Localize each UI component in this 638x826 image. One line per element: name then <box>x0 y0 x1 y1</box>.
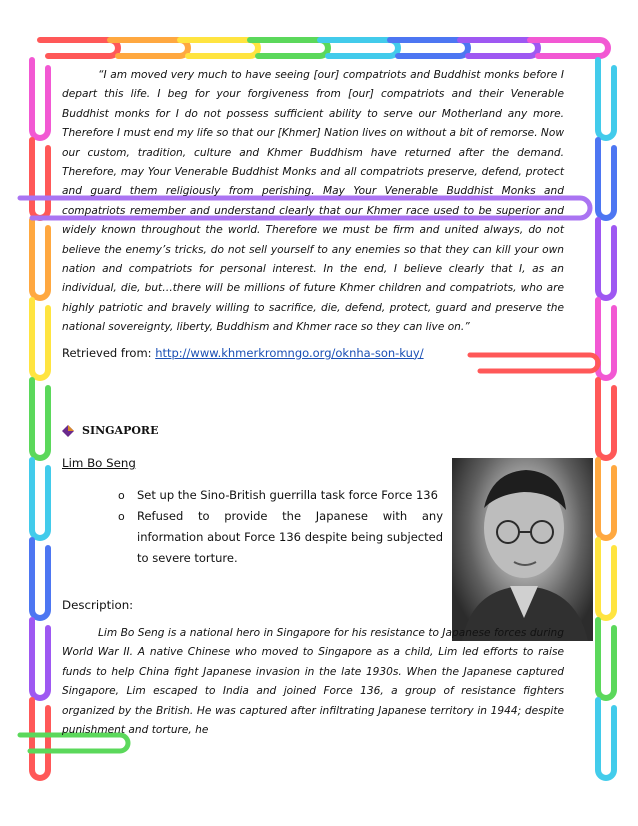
retrieved-line <box>62 346 564 360</box>
person-name: Lim Bo Seng <box>62 456 136 470</box>
quote-paragraph <box>62 66 564 338</box>
portrait-illustration <box>452 458 593 641</box>
retrieved-label: Retrieved from: <box>62 345 156 360</box>
description-label: Description: <box>62 598 134 612</box>
description-paragraph <box>62 624 564 740</box>
source-link[interactable]: http://www.khmerkromngo.org/oknha-son-kuy/ <box>155 345 424 360</box>
section-title: SINGAPORE <box>82 424 159 437</box>
portrait-photo <box>452 458 593 641</box>
section-heading <box>62 424 158 437</box>
achievement-list <box>118 485 443 569</box>
description-text: Lim Bo Seng is a national hero in Singapore for his resistance to Japanese forces during World War II. A native Chinese who moved to Singapore as a child, Lim led efforts to raise funds to help China fight Japanese invasion in the late 1930s. When the Japanese captured Singapore, Lim escaped to India and joined Force 136, a group of resistance fighters organized by the British. He was captured after infiltrating Japanese territory in 1944; despite punishment and torture, he <box>62 627 564 737</box>
quote-text: “I am moved very much to have seeing [our] compatriots and Buddhist monks before I depart this life. I beg for your forgiveness from [our] compatriots and their Venerable Buddhist monks for I do not possess sufficient ability to serve our Motherland any more. Therefore I must end my life so that our [Khmer] Nation lives on without a bit of remorse. Now our custom, tradition, culture and Khmer Buddhism have returned after the demand. Therefore, may Your Venerable Buddhist Monks and all compatriots preserve, defend, protect and guard them religiously from perishing. May Your Venerable Buddhist Monks and compatriots remember and understand clearly that our Khmer race used to be superior and widely known throughout the world. Therefore we must be firm and united always, do not believe the enemy’s tricks, do not sell yourself to any enemies so that they can kill your own nation and compatriots for personal interest. In the end, I believe clearly that I, as an individual, die, but…there will be millions of future Khmer children and compatriots, who are highly patriotic and bravely willing to sacrifice, die, defend, protect, guard and preserve the national sovereignty, liberty, Buddhism and Khmer race so they can live on.” <box>62 69 564 334</box>
list-item: o Set up the Sino-British guerrilla task force Force 136 <box>118 485 443 506</box>
page-content <box>62 66 564 360</box>
diamond-bullet-icon <box>62 425 74 437</box>
list-item: o Refused to provide the Japanese with any information about Force 136 despite being subjected to severe torture. <box>118 506 443 569</box>
